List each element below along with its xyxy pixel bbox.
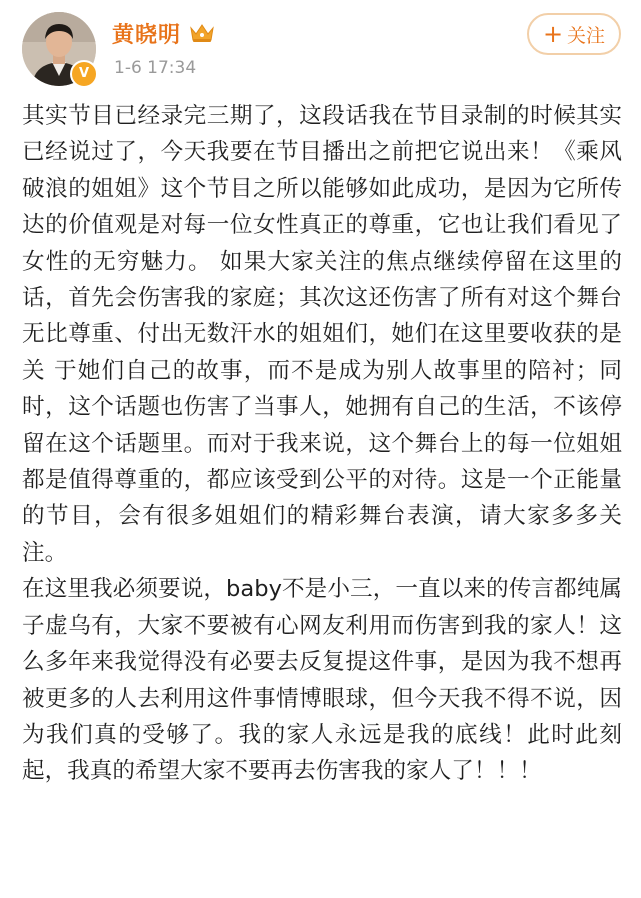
avatar[interactable] (22, 12, 96, 86)
username-row (112, 16, 215, 50)
verified-v-icon: V (70, 60, 98, 88)
username[interactable]: 黄晓明 (112, 22, 182, 48)
post-paragraph: 其实节目已经录完三期了，这段话我在节目录制的时候其实已经说过了，今天我要在节目播出之前把它说出来！《乘风破浪的姐姐》这个节目之所以能够如此成功，是因为它所传达的价值观是对每一位女性真正的尊重，它也让我们看见了女性的无穷魅力。 如果大家关注的焦点继续停留在这里的话，首先会伤害我的家庭；其次这还伤害了所有对这个舞台无比尊重、付出无数汗水的姐姐们，她们在这里要收获的是关 于她们自己的故事，而不是成为别人故事里的陪衬；同时，这个话题也伤害了当事人，她拥有自己的生活，不该停留在这个话题里。而对于我来说，这个舞台上的每一位姐姐都是值得尊重的，都应该受到公平的对待。这是一个正能量的节目，会有很多姐姐们的精彩舞台表演，请大家多多关注。 (22, 103, 622, 566)
post-timestamp: 1-6 17:34 (114, 58, 197, 78)
follow-button[interactable] (527, 13, 621, 55)
plus-icon: + (542, 20, 564, 48)
follow-label: 关注 (567, 24, 606, 47)
crown-icon[interactable] (189, 22, 215, 44)
post-body (22, 98, 622, 790)
post-paragraph: 在这里我必须要说，baby不是小三，一直以来的传言都纯属子虚乌有，大家不要被有心网友利用而伤害到我的家人！这么多年来我觉得没有必要去反复提这件事，是因为我不想再被更多的人去利用这件事情博眼球，但今天我不得不说，因为我们真的受够了。我的家人永远是我的底线！此时此刻起，我真的希望大家不要再去伤害我的家人了！！！ (22, 576, 622, 785)
post-header (0, 0, 641, 95)
